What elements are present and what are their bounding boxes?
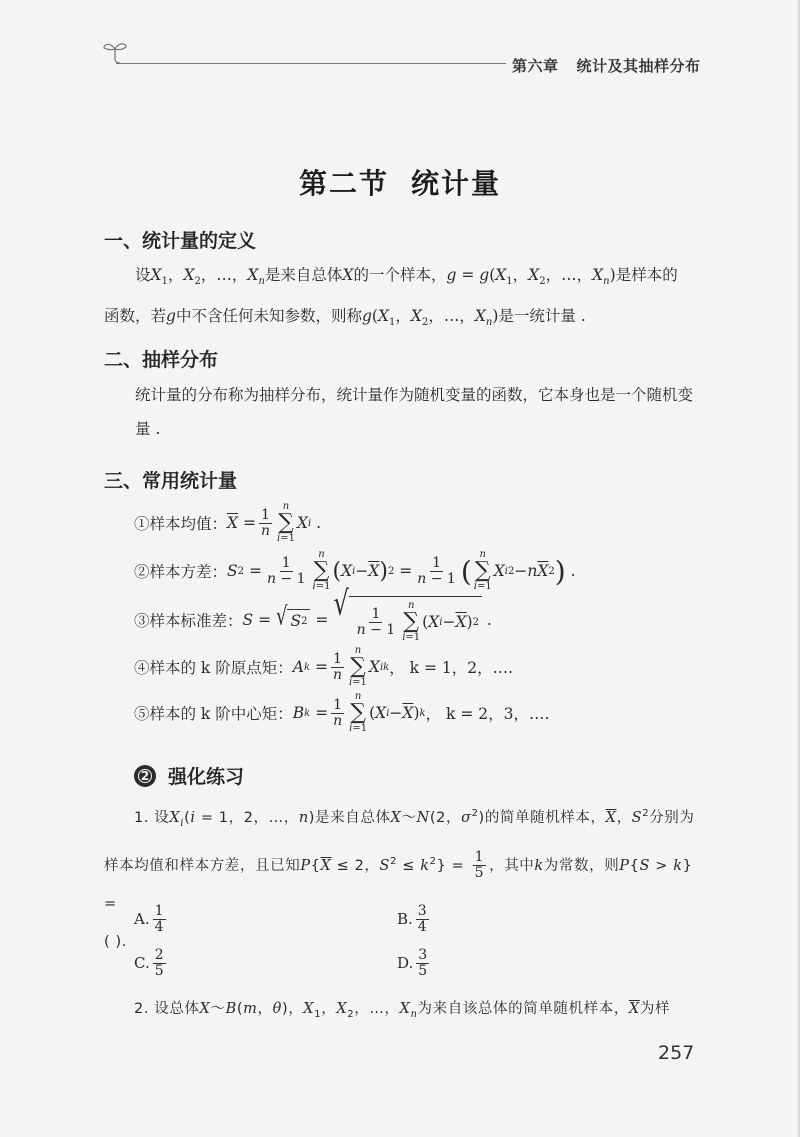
part2-heading: 二、抽样分布 xyxy=(104,349,219,371)
section-number: 第二节 xyxy=(298,167,389,200)
running-head xyxy=(512,55,701,76)
formula-central-moment: ⑤样本的 k 阶中心矩： B k = $\frac{1}{n}$ n ∑ i=1 ( X i − $\overline{X}$ ) k ， k = 2，3，…. xyxy=(134,691,550,734)
option-a[interactable]: A. $\frac{1}{4}$ xyxy=(134,903,164,935)
part3-heading: 三、常用统计量 xyxy=(104,470,238,492)
chapter-title: 统计及其抽样分布 xyxy=(576,57,701,75)
section-title xyxy=(0,162,800,202)
formula-sample-variance: ②样本方差： S 2 = $\frac{1}{n - 1}$ n ∑ i=1 ( X i − $\overline{X}$ ) 2 = $\frac{1}{n - 1}$ ( n ∑ i=1 X i 2 − n $\overline{X}$ 2 ) . xyxy=(134,549,576,592)
option-c[interactable]: C. $\frac{2}{5}$ xyxy=(134,947,164,979)
practice-badge-icon: 2 xyxy=(134,765,156,787)
question-1-line2: 样本均值和样本方差，且已知$P\{\overline{X} \le 2$，$S^2 \le k^2$} = $\frac{1}{5}$ ，其中k为常数，则P{S > k} = xyxy=(104,849,693,912)
question-1-line1: 1. 设$X_i(i = 1$，2，…，n)是来自总体X～N(2，$\sigma^2$)的简单随机样本，$\overline{X}$，$S^2$分别为 xyxy=(134,808,695,829)
formula-raw-moment: ④样本的 k 阶原点矩： A k = $\frac{1}{n}$ n ∑ i=1 X i k ， k = 1，2，…. xyxy=(134,645,514,688)
section-name: 统计量 xyxy=(411,167,502,200)
practice-heading: 2 强化练习 xyxy=(134,762,244,789)
formula-sample-std: ③样本标准差： S = √ S 2 = √ $\frac{1}{n - 1}$ n ∑ i=1 ( X i − $\overline{X}$ ) 2 . xyxy=(134,583,492,643)
part2-paragraph: 统计量的分布称为抽样分布，统计量作为随机变量的函数，它本身也是一个随机变量 . xyxy=(135,386,694,438)
part1-paragraph xyxy=(104,258,700,340)
formula-sample-mean: ①样本均值： $\overline{X}$ = $\frac{1}{n}$ n ∑ i=1 X i . xyxy=(134,501,322,544)
header-rule xyxy=(116,63,506,64)
question-2: 2. 设总体X～B(m，θ)，$X_1$，$X_2$，…，$X_n$为来自该总体的简单随机样本，$\overline{X}$为样 xyxy=(134,1001,671,1020)
option-d[interactable]: D. $\frac{3}{5}$ xyxy=(397,947,428,979)
option-b[interactable]: B. $\frac{3}{4}$ xyxy=(397,903,427,935)
chapter-label: 第六章 xyxy=(512,57,559,75)
part1-line1: 设$X_1$，$X_2$，…，$X_n$是来自总体X的一个样本，$g = g(X_1$，$X_2$，…，$X_n$)是样本的 xyxy=(135,266,678,288)
part1-heading: 一、统计量的定义 xyxy=(104,230,257,252)
part1-line2: 函数，若g中不含任何未知参数，则称$g(X_1$，$X_2$，…，$X_n$)是一统计量 . xyxy=(104,307,586,329)
question-1: 1. 设$X_i(i = 1$，2，…，n)是来自总体X～N(2，$\sigma^2$)的简单随机样本，$\overline{X}$，$S^2$分别为 样本均值和样本方差，且已知$P\{\overline{X} \le 2$，$S^2 \le k^2$} = $\frac{1}{5}$ ，其中k为常数，则P{S > k} = ( ). xyxy=(104,795,700,961)
sprout-icon xyxy=(100,36,130,66)
page-number: 257 xyxy=(658,1042,695,1064)
